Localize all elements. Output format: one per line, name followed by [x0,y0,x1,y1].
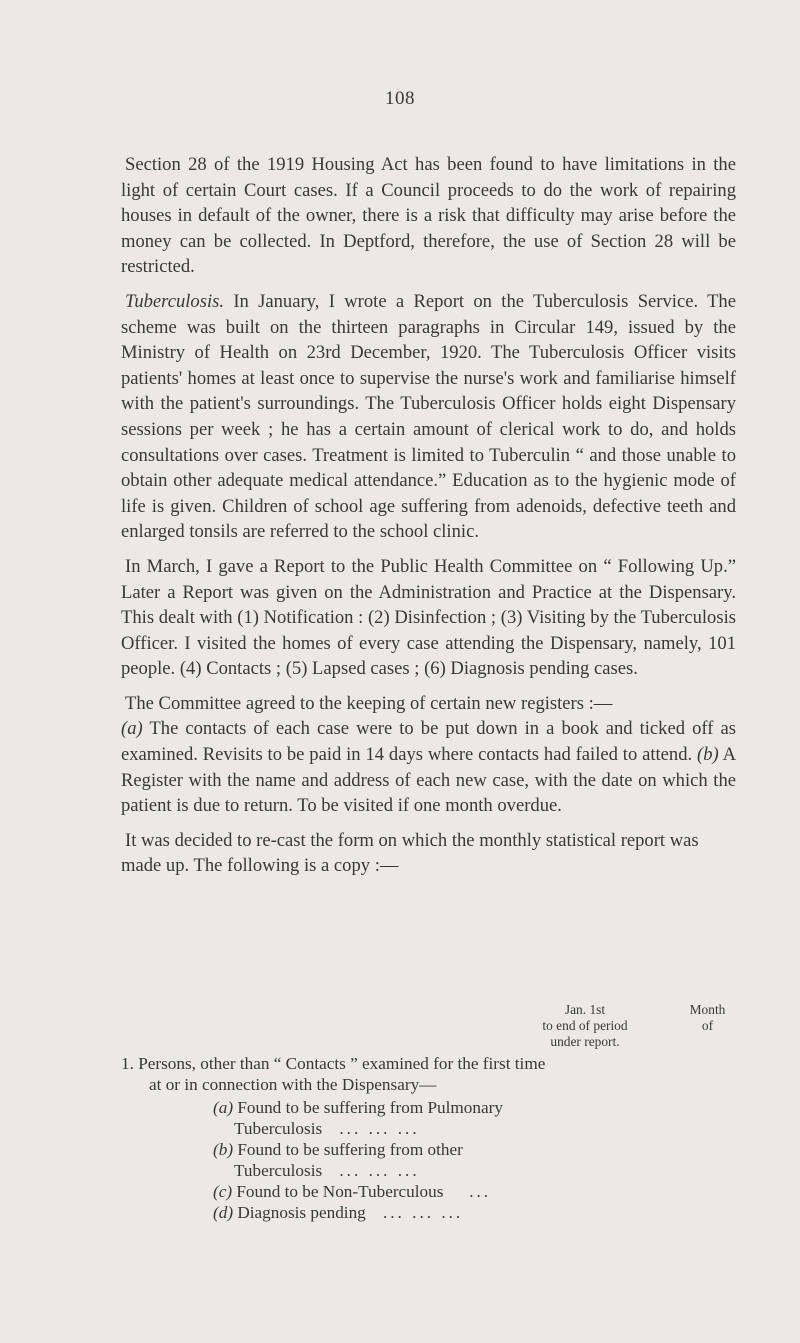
column-header-period-line: under report. [550,1034,620,1049]
registers-intro: The Committee agreed to the keeping of certain new registers :— [125,692,613,714]
paragraph-tuberculosis [121,289,736,545]
subitem-leader: ... ... ... [339,1119,420,1138]
paragraph-housing-act: Section 28 of the 1919 Housing Act has been found to have limitations in the light of certain Court cases. If a Council proceeds to do the work of repairing houses in default of the owner, there is a risk that difficulty may arise before the money can be collected. In Deptford, therefore, the use of Section 28 will be restricted. [121,154,736,278]
subitem-leader: ... ... ... [382,1203,464,1222]
form-item-1: 1. Persons, other than “ Contacts ” examined for the first time at or in connection with the Dispensary— [121,1054,546,1094]
subitem-label: (b) [213,1140,234,1159]
column-header-period-line: Jan. 1st [564,1002,606,1017]
paragraph-recast-form: It was decided to re-cast the form on which the monthly statistical report was made up. The following is a copy :— [121,829,699,877]
register-b-label: (b) [697,744,719,766]
column-header-month-line: Month [689,1002,726,1017]
subitem-label: (d) [213,1203,234,1222]
register-a-label: (a) [121,718,143,740]
form-subitem-c [121,1181,551,1202]
form-subitem-a [121,1097,551,1139]
statistical-form-items [121,1053,551,1223]
column-header-month [660,1002,755,1034]
paragraph-following-up: In March, I gave a Report to the Public Health Committee on “ Following Up.” Later a Report was given on the Administration and Practice at the Dispensary. This dealt with (1) Notification : (2) Disinfection ; (3) Visiting by the Tuberculosis Officer. I visited the homes of every case attending the Dispensary, namely, 101 people. (4) Contacts ; (5) Lapsed cases ; (6) Diagnosis pending cases. [121,555,736,680]
column-header-month-line: of [701,1018,714,1033]
body-text [121,152,736,879]
subitem-text: Diagnosis pending [233,1203,366,1222]
page-number: 108 [385,88,415,109]
subitem-label: (c) [213,1182,233,1201]
register-a-text: The contacts of each case were to be put down in a book and ticked off as examined. Revisits to be paid in 14 days where contacts had failed to attend. [121,718,736,766]
form-subitem-b [121,1139,551,1181]
subitem-leader: ... ... ... [339,1161,420,1180]
subitem-text: Found to be suffering from Pulmonary Tuberculosis [233,1098,503,1138]
subitem-text: Found to be Non-Tuberculous [232,1182,444,1201]
subitem-label: (a) [213,1098,234,1117]
form-subitems [121,1097,551,1223]
subitem-leader: ... [469,1182,492,1201]
paragraph-registers [121,691,736,819]
tuberculosis-heading: Tuberculosis. [125,290,225,312]
column-header-period [500,1002,670,1050]
subitem-text: Found to be suffering from other Tuberculosis [233,1140,463,1180]
tuberculosis-body: In January, I wrote a Report on the Tuberculosis Service. The scheme was built on the thirteen paragraphs in Circular 149, issued by the Ministry of Health on 23rd December, 1920. The Tuberculosis Officer visits patients' homes at least once to supervise the nurse's work and familiarise himself with the patient's surroundings. The Tuberculosis Officer holds eight Dispensary sessions per week ; he has a certain amount of clerical work to do, and holds consultations over cases. Treatment is limited to Tuberculin “ and those unable to obtain other adequate medical attendance.” Education as to the hygienic mode of life is given. Children of school age suffering from adenoids, defective teeth and enlarged tonsils are referred to the school clinic. [121,290,736,543]
form-subitem-d [121,1202,551,1223]
register-b-text: A Register with the name and address of each new case, with the date on which the patient is due to return. To be visited if one month overdue. [121,744,736,817]
column-header-period-line: to end of period [542,1018,628,1033]
